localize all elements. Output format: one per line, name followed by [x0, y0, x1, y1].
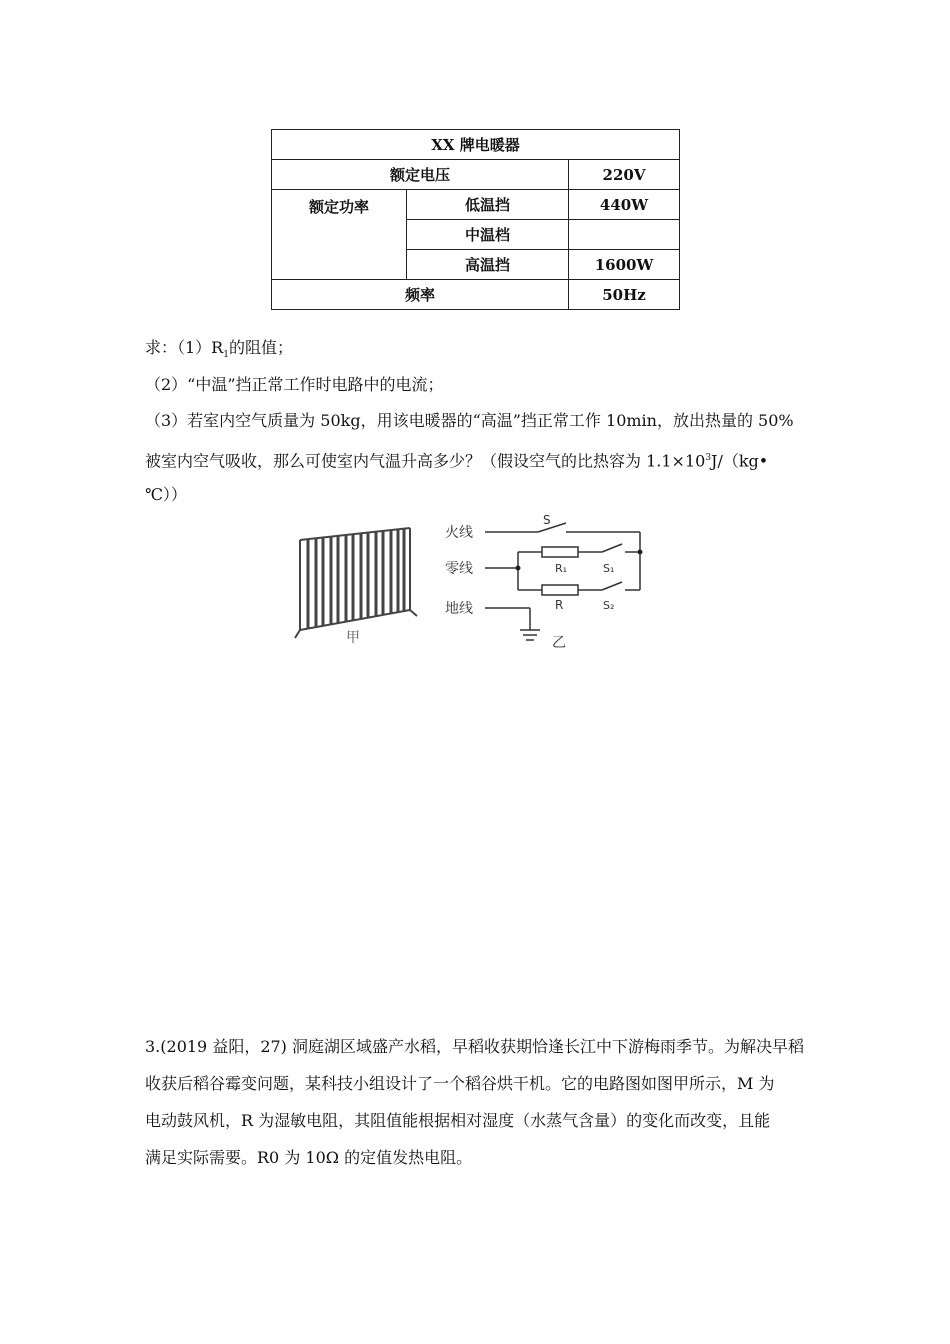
switch-s1-label: S₁ [603, 562, 615, 575]
switch-s2-label: S₂ [603, 599, 615, 612]
question-3-line-2: 被室内空气吸收，那么可使室内气温升高多少？（假设空气的比热容为 $1.1\times 10^3J/(kg•$ [145, 451, 769, 471]
question-3-line-1: （3）若室内空气质量为 50kg，用该电暖器的“高温”挡正常工作 10min，放出热量的 50% [145, 411, 794, 430]
circuit-diagram [485, 523, 640, 640]
ground-wire-label: 地线 [445, 601, 473, 617]
high-temp-value: 1600W [569, 250, 680, 280]
label-yi: 乙 [552, 635, 566, 651]
question-1: 求：$(1)R_1$的阻值； [145, 338, 293, 361]
resistor-r2-label: R [555, 598, 564, 612]
question-3-line-3: ℃）） [145, 485, 187, 504]
mid-temp-value [569, 220, 680, 250]
heater-figure [290, 510, 660, 658]
high-temp-label: 高温挡 [407, 250, 569, 280]
spec-table [271, 129, 680, 310]
question-2: （2）“中温”挡正常工作时电路中的电流； [145, 375, 444, 394]
problem-3-line-1: 3.(2019 益阳，27) 洞庭湖区域盛产水稻，早稻收获期恰逢长江中下游梅雨季节。为解决早稻 [145, 1037, 805, 1056]
junction-left [516, 566, 521, 571]
rated-power-label: 额定功率 [272, 190, 407, 280]
low-temp-label: 低温挡 [407, 190, 569, 220]
mid-temp-label: 中温档 [407, 220, 569, 250]
resistor-r1-label: R₁ [555, 562, 568, 575]
problem-3-line-4: 满足实际需要。R0 为 10Ω 的定值发热电阻。 [145, 1148, 473, 1167]
table-title: XX 牌电暖器 [272, 130, 680, 160]
problem-3-line-2: 收获后稻谷霉变问题，某科技小组设计了一个稻谷烘干机。它的电路图如图甲所示，M 为 [145, 1074, 775, 1093]
frequency-label: 频率 [272, 280, 569, 310]
rated-voltage-value: 220V [569, 160, 680, 190]
rated-voltage-label: 额定电压 [272, 160, 569, 190]
problem-3-line-3: 电动鼓风机，R 为湿敏电阻，其阻值能根据相对湿度（水蒸气含量）的变化而改变，且能 [145, 1111, 771, 1130]
live-wire-label: 火线 [445, 525, 473, 541]
neutral-wire-label: 零线 [445, 561, 473, 577]
heater-illustration [295, 528, 417, 638]
junction-right [638, 550, 643, 555]
frequency-value: 50Hz [569, 280, 680, 310]
low-temp-value: 440W [569, 190, 680, 220]
switch-s-label: S [543, 513, 551, 527]
label-jia: 甲 [346, 630, 360, 646]
